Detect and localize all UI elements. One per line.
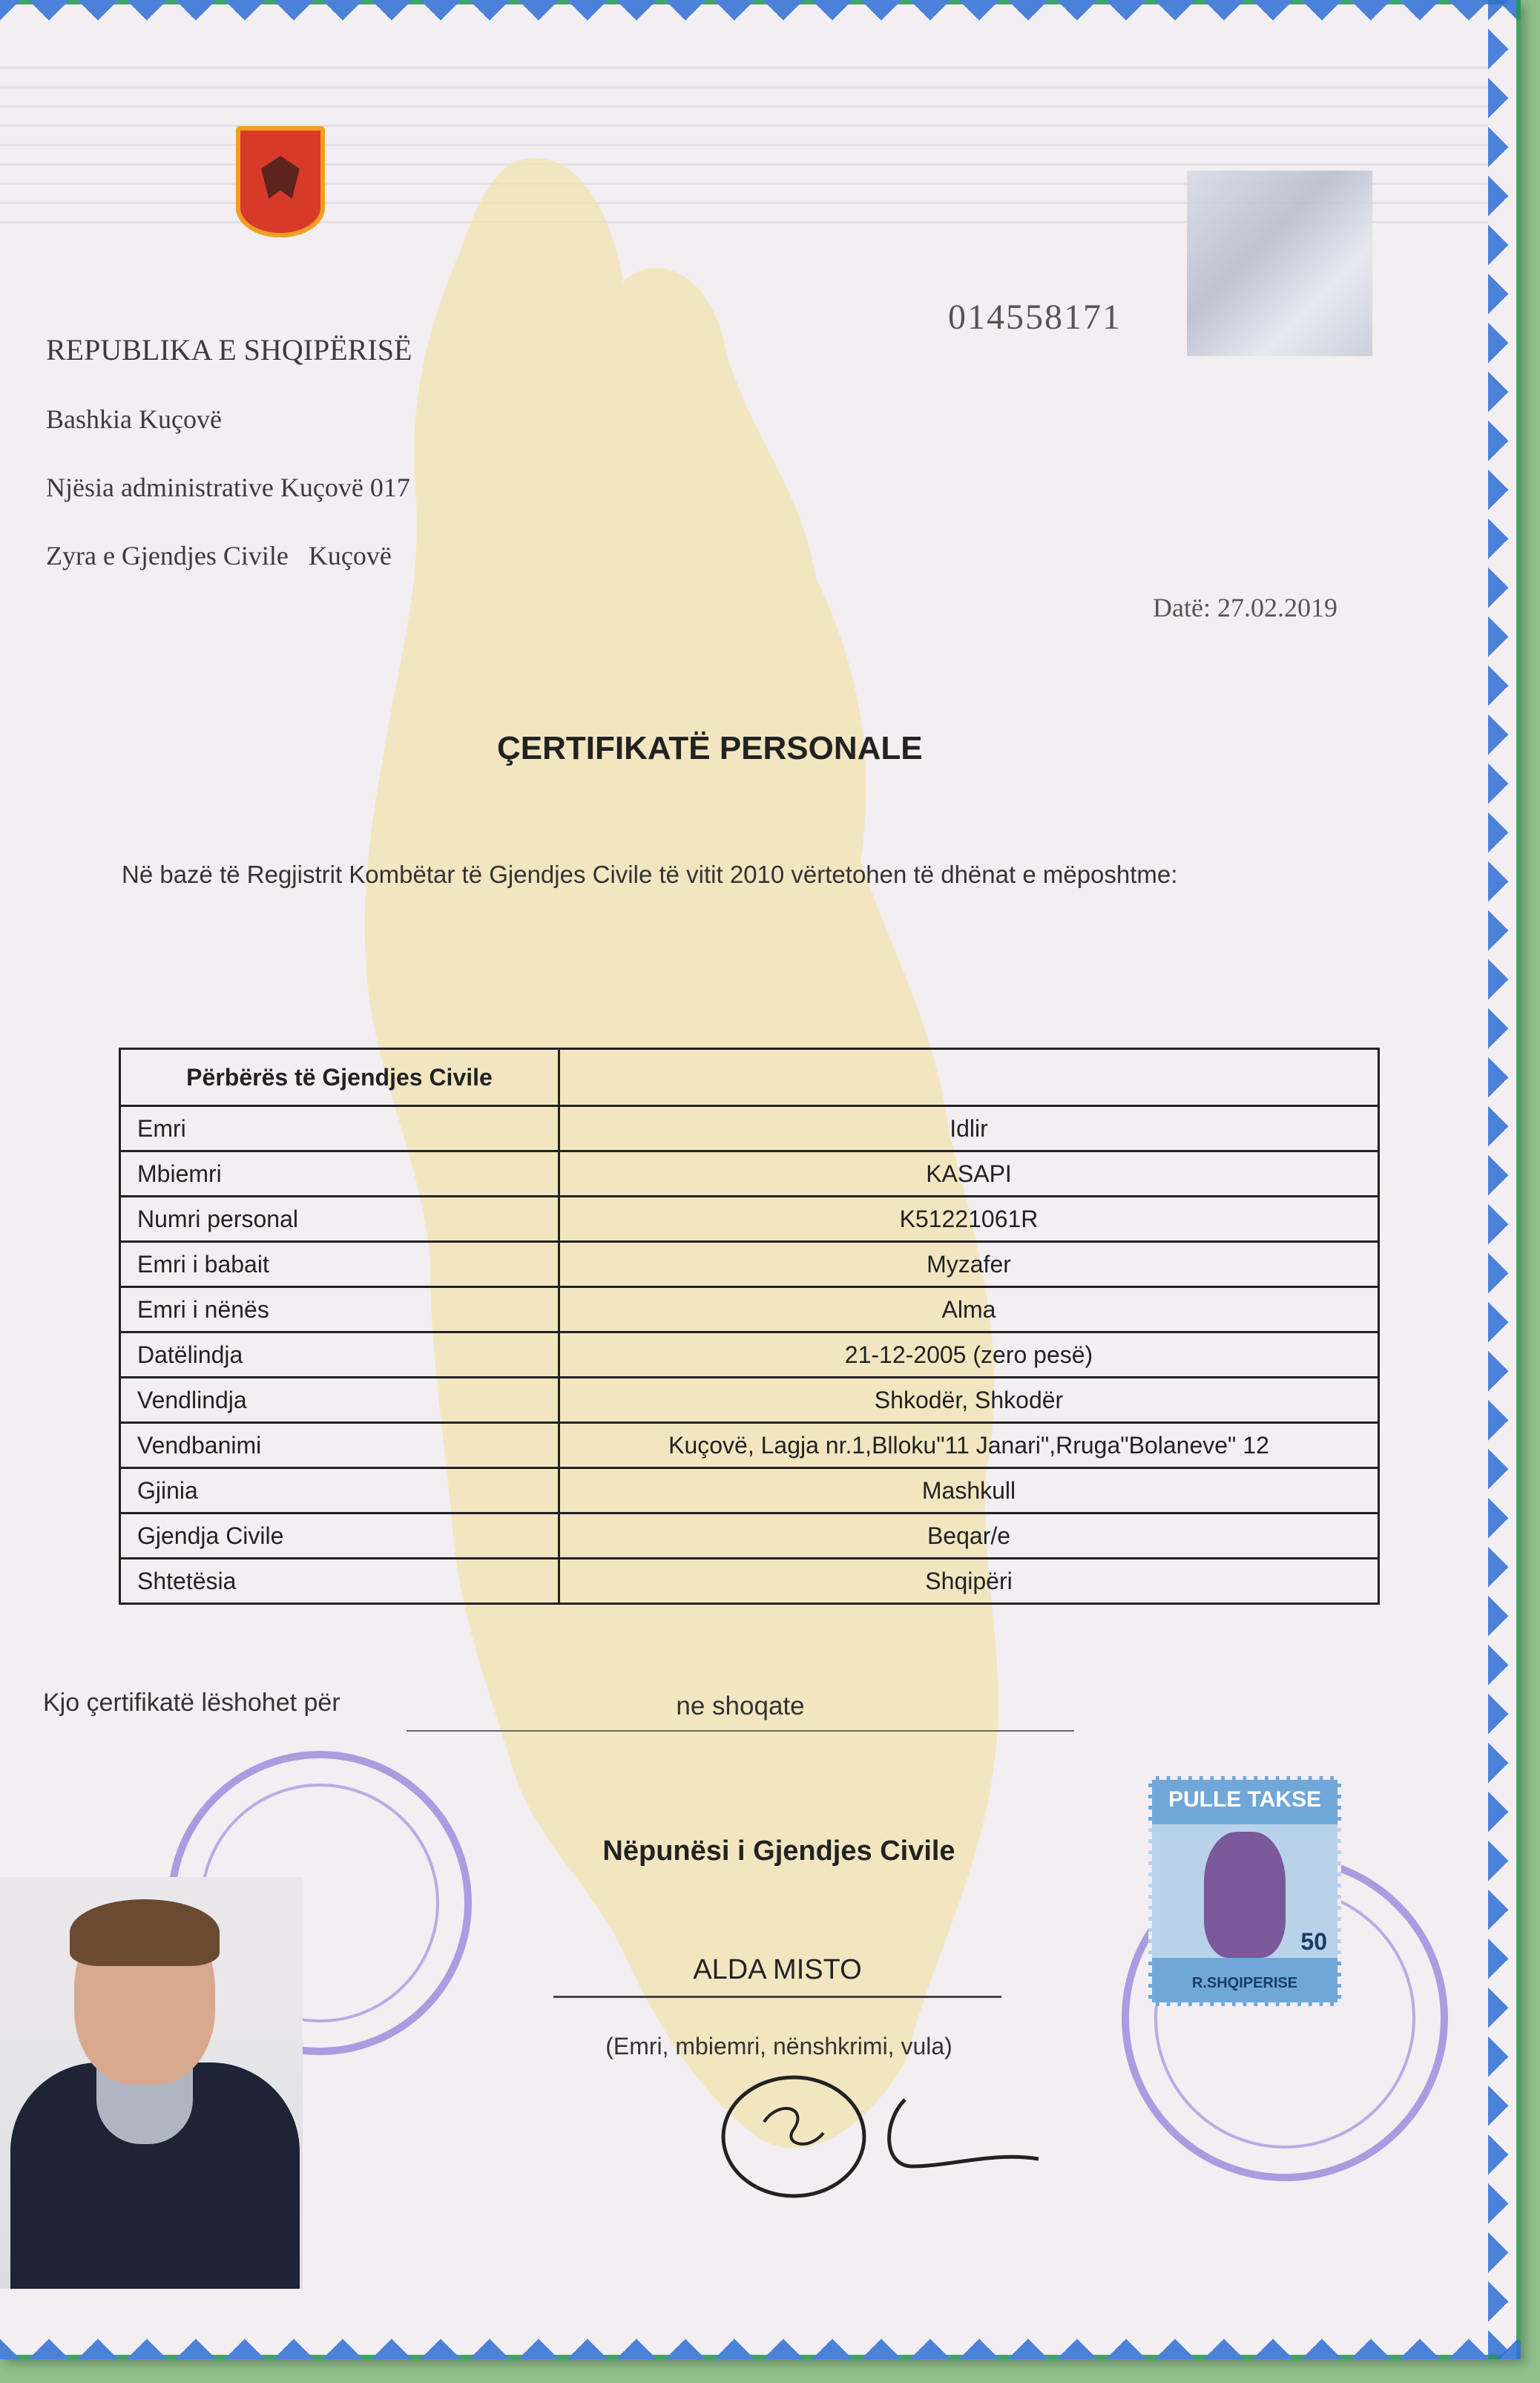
table-row: [120, 1468, 1379, 1513]
decorative-border-top: [0, 0, 1521, 33]
tax-stamp-label: PULLE TAKSE: [1168, 1787, 1322, 1812]
issued-for-value: ne shoqate: [676, 1692, 805, 1720]
field-value: Idlir: [559, 1106, 1379, 1151]
field-value: Kuçovë, Lagja nr.1,Blloku"11 Janari",Rruga"Bolaneve" 12: [559, 1423, 1379, 1468]
tax-stamp-value: 50: [1300, 1928, 1327, 1955]
field-label: Emri i babait: [120, 1242, 559, 1287]
header-admin-unit: Njësia administrative Kuçovë 017: [46, 473, 410, 502]
signature-line: [553, 1996, 1001, 1998]
issued-for-label: Kjo çertifikatë lëshohet për: [43, 1689, 340, 1717]
field-label: Datëlindja: [120, 1332, 559, 1378]
official-name: ALDA MISTO: [693, 1954, 862, 1985]
table-header-value: [559, 1049, 1379, 1106]
field-label: Emri: [120, 1106, 559, 1151]
table-row: [120, 1242, 1379, 1287]
field-value: Alma: [559, 1287, 1379, 1332]
tax-stamp-country: R.SHQIPERISE: [1191, 1975, 1298, 1991]
table-row: [120, 1332, 1379, 1378]
header-country: REPUBLIKA E SHQIPËRISË: [46, 333, 412, 367]
field-value: Shkodër, Shkodër: [559, 1378, 1379, 1423]
field-value: Beqar/e: [559, 1513, 1379, 1559]
field-label: Shtetësia: [120, 1559, 559, 1604]
civil-status-table: [119, 1048, 1380, 1605]
revenue-tax-stamp: [1148, 1776, 1341, 2006]
field-label: Vendbanimi: [120, 1423, 559, 1468]
issued-for-underline: [407, 1730, 1074, 1732]
official-title: Nëpunësi i Gjendjes Civile: [602, 1835, 955, 1867]
field-label: Gjendja Civile: [120, 1513, 559, 1559]
field-label: Emri i nënës: [120, 1287, 559, 1332]
header-office: Zyra e Gjendjes Civile Kuçovë: [46, 541, 392, 571]
decorative-border-right: [1488, 0, 1521, 2359]
field-label: Numri personal: [120, 1197, 559, 1242]
field-label: Gjinia: [120, 1468, 559, 1513]
table-row: [120, 1106, 1379, 1151]
hologram-seal: [1187, 171, 1372, 356]
table-header-field: Përbërës të Gjendjes Civile: [120, 1049, 559, 1106]
official-note: (Emri, mbiemri, nënshkrimi, vula): [605, 2033, 952, 2060]
coat-of-arms-emblem: [236, 126, 325, 237]
table-row: [120, 1197, 1379, 1242]
table-row: [120, 1423, 1379, 1468]
intro-text: Në bazë të Regjistrit Kombëtar të Gjendjes Civile të vitit 2010 vërtetohen të dhënat e mëposhtme:: [122, 861, 1178, 888]
table-row: [120, 1513, 1379, 1559]
photo-hair: [70, 1899, 220, 1966]
handwritten-signature: [712, 2070, 1053, 2203]
table-body: [120, 1106, 1379, 1604]
field-value: KASAPI: [559, 1151, 1379, 1197]
field-label: Vendlindja: [120, 1378, 559, 1423]
table-row: [120, 1287, 1379, 1332]
serial-number: 014558171: [948, 298, 1122, 337]
holder-photo: [0, 1877, 303, 2289]
field-value: Myzafer: [559, 1242, 1379, 1287]
issue-date: Datë: 27.02.2019: [1153, 593, 1337, 622]
field-value: K51221061R: [559, 1197, 1379, 1242]
header-municipality: Bashkia Kuçovë: [46, 404, 222, 434]
field-value: Shqipëri: [559, 1559, 1379, 1604]
tax-stamp-figure: [1204, 1832, 1286, 1958]
decorative-border-bottom: [0, 2327, 1521, 2359]
certificate-title: ÇERTIFIKATË PERSONALE: [497, 730, 923, 766]
field-label: Mbiemri: [120, 1151, 559, 1197]
table-row: [120, 1559, 1379, 1604]
field-value: 21-12-2005 (zero pesë): [559, 1332, 1379, 1378]
table-row: [120, 1378, 1379, 1423]
table-header-row: [120, 1049, 1379, 1106]
field-value: Mashkull: [559, 1468, 1379, 1513]
table-row: [120, 1151, 1379, 1197]
